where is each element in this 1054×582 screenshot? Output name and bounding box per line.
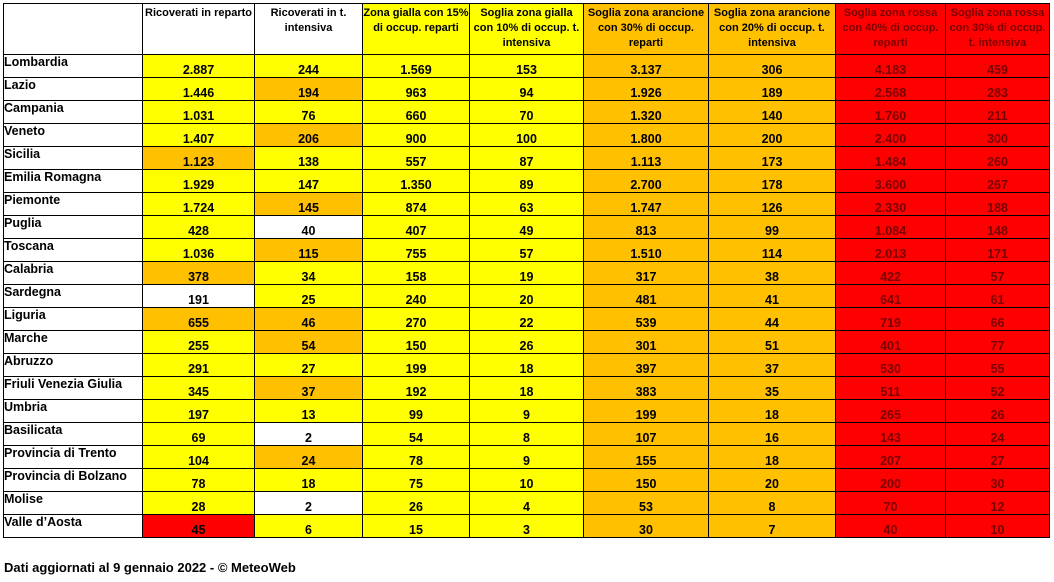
value-cell: 199 (363, 354, 470, 377)
value-cell: 40 (255, 216, 363, 239)
value-cell: 78 (143, 469, 255, 492)
value-cell: 641 (836, 285, 946, 308)
value-cell: 1.926 (584, 78, 709, 101)
value-cell: 76 (255, 101, 363, 124)
value-cell: 3.600 (836, 170, 946, 193)
table-row (4, 170, 1050, 193)
value-cell: 270 (363, 308, 470, 331)
value-cell: 20 (709, 469, 836, 492)
value-cell: 539 (584, 308, 709, 331)
value-cell: 87 (470, 147, 584, 170)
value-cell: 1.760 (836, 101, 946, 124)
value-cell: 900 (363, 124, 470, 147)
value-cell: 12 (946, 492, 1050, 515)
value-cell: 25 (255, 285, 363, 308)
value-cell: 511 (836, 377, 946, 400)
value-cell: 3 (470, 515, 584, 538)
value-cell: 19 (470, 262, 584, 285)
value-cell: 6 (255, 515, 363, 538)
value-cell: 27 (255, 354, 363, 377)
value-cell: 291 (143, 354, 255, 377)
value-cell: 37 (709, 354, 836, 377)
region-cell: Piemonte (4, 193, 143, 216)
value-cell: 171 (946, 239, 1050, 262)
value-cell: 140 (709, 101, 836, 124)
value-cell: 265 (836, 400, 946, 423)
value-cell: 378 (143, 262, 255, 285)
value-cell: 317 (584, 262, 709, 285)
covid-thresholds-table (3, 3, 1050, 538)
value-cell: 557 (363, 147, 470, 170)
value-cell: 2.700 (584, 170, 709, 193)
table-row (4, 216, 1050, 239)
value-cell: 2.887 (143, 55, 255, 78)
value-cell: 211 (946, 101, 1050, 124)
value-cell: 13 (255, 400, 363, 423)
value-cell: 4.183 (836, 55, 946, 78)
table-row (4, 400, 1050, 423)
column-header: Soglia zona arancione con 30% di occup. reparti (584, 4, 709, 55)
value-cell: 1.446 (143, 78, 255, 101)
table-row (4, 331, 1050, 354)
region-cell: Emilia Romagna (4, 170, 143, 193)
region-cell: Liguria (4, 308, 143, 331)
value-cell: 37 (255, 377, 363, 400)
value-cell: 155 (584, 446, 709, 469)
value-cell: 191 (143, 285, 255, 308)
column-header: Zona gialla con 15% di occup. reparti (363, 4, 470, 55)
value-cell: 422 (836, 262, 946, 285)
region-cell: Valle d’Aosta (4, 515, 143, 538)
value-cell: 153 (470, 55, 584, 78)
table-row (4, 446, 1050, 469)
value-cell: 49 (470, 216, 584, 239)
value-cell: 660 (363, 101, 470, 124)
value-cell: 70 (836, 492, 946, 515)
value-cell: 57 (470, 239, 584, 262)
value-cell: 145 (255, 193, 363, 216)
value-cell: 10 (946, 515, 1050, 538)
value-cell: 260 (946, 147, 1050, 170)
column-header: Ricoverati in t. intensiva (255, 4, 363, 55)
table-row (4, 239, 1050, 262)
value-cell: 300 (946, 124, 1050, 147)
value-cell: 26 (946, 400, 1050, 423)
value-cell: 199 (584, 400, 709, 423)
value-cell: 126 (709, 193, 836, 216)
value-cell: 481 (584, 285, 709, 308)
region-cell: Friuli Venezia Giulia (4, 377, 143, 400)
value-cell: 7 (709, 515, 836, 538)
value-cell: 53 (584, 492, 709, 515)
value-cell: 24 (255, 446, 363, 469)
table-row (4, 515, 1050, 538)
value-cell: 9 (470, 446, 584, 469)
value-cell: 8 (470, 423, 584, 446)
value-cell: 35 (709, 377, 836, 400)
value-cell: 3.137 (584, 55, 709, 78)
value-cell: 52 (946, 377, 1050, 400)
value-cell: 55 (946, 354, 1050, 377)
value-cell: 16 (709, 423, 836, 446)
value-cell: 69 (143, 423, 255, 446)
value-cell: 1.320 (584, 101, 709, 124)
column-header: Soglia zona rossa con 30% di occup. t. intensiva (946, 4, 1050, 55)
value-cell: 26 (470, 331, 584, 354)
value-cell: 26 (363, 492, 470, 515)
table-row (4, 285, 1050, 308)
value-cell: 1.407 (143, 124, 255, 147)
column-header: Ricoverati in reparto (143, 4, 255, 55)
value-cell: 18 (709, 446, 836, 469)
value-cell: 138 (255, 147, 363, 170)
value-cell: 197 (143, 400, 255, 423)
table-row (4, 193, 1050, 216)
value-cell: 61 (946, 285, 1050, 308)
value-cell: 1.350 (363, 170, 470, 193)
table-row (4, 308, 1050, 331)
value-cell: 24 (946, 423, 1050, 446)
value-cell: 45 (143, 515, 255, 538)
table-row (4, 124, 1050, 147)
value-cell: 813 (584, 216, 709, 239)
table-row (4, 55, 1050, 78)
value-cell: 189 (709, 78, 836, 101)
value-cell: 54 (255, 331, 363, 354)
value-cell: 77 (946, 331, 1050, 354)
value-cell: 1.484 (836, 147, 946, 170)
region-cell: Campania (4, 101, 143, 124)
value-cell: 28 (143, 492, 255, 515)
value-cell: 1.031 (143, 101, 255, 124)
value-cell: 283 (946, 78, 1050, 101)
value-cell: 8 (709, 492, 836, 515)
value-cell: 147 (255, 170, 363, 193)
region-cell: Umbria (4, 400, 143, 423)
value-cell: 530 (836, 354, 946, 377)
value-cell: 20 (470, 285, 584, 308)
value-cell: 401 (836, 331, 946, 354)
value-cell: 41 (709, 285, 836, 308)
value-cell: 57 (946, 262, 1050, 285)
value-cell: 200 (709, 124, 836, 147)
value-cell: 63 (470, 193, 584, 216)
region-cell: Toscana (4, 239, 143, 262)
table-row (4, 78, 1050, 101)
header-corner (4, 4, 143, 55)
value-cell: 9 (470, 400, 584, 423)
table-row (4, 262, 1050, 285)
value-cell: 240 (363, 285, 470, 308)
region-cell: Marche (4, 331, 143, 354)
value-cell: 1.510 (584, 239, 709, 262)
value-cell: 30 (584, 515, 709, 538)
value-cell: 428 (143, 216, 255, 239)
value-cell: 188 (946, 193, 1050, 216)
value-cell: 301 (584, 331, 709, 354)
value-cell: 107 (584, 423, 709, 446)
value-cell: 114 (709, 239, 836, 262)
value-cell: 99 (709, 216, 836, 239)
value-cell: 1.747 (584, 193, 709, 216)
value-cell: 40 (836, 515, 946, 538)
value-cell: 89 (470, 170, 584, 193)
value-cell: 207 (836, 446, 946, 469)
value-cell: 178 (709, 170, 836, 193)
value-cell: 150 (584, 469, 709, 492)
value-cell: 2.013 (836, 239, 946, 262)
value-cell: 2.330 (836, 193, 946, 216)
value-cell: 34 (255, 262, 363, 285)
value-cell: 27 (946, 446, 1050, 469)
value-cell: 18 (255, 469, 363, 492)
value-cell: 1.800 (584, 124, 709, 147)
value-cell: 459 (946, 55, 1050, 78)
column-header: Soglia zona arancione con 20% di occup. t. intensiva (709, 4, 836, 55)
value-cell: 267 (946, 170, 1050, 193)
value-cell: 78 (363, 446, 470, 469)
value-cell: 206 (255, 124, 363, 147)
table-row (4, 423, 1050, 446)
value-cell: 115 (255, 239, 363, 262)
value-cell: 963 (363, 78, 470, 101)
value-cell: 1.113 (584, 147, 709, 170)
value-cell: 100 (470, 124, 584, 147)
value-cell: 148 (946, 216, 1050, 239)
value-cell: 18 (470, 354, 584, 377)
table-row (4, 354, 1050, 377)
value-cell: 10 (470, 469, 584, 492)
region-cell: Calabria (4, 262, 143, 285)
value-cell: 2.568 (836, 78, 946, 101)
value-cell: 306 (709, 55, 836, 78)
region-cell: Basilicata (4, 423, 143, 446)
value-cell: 1.569 (363, 55, 470, 78)
table-row (4, 492, 1050, 515)
value-cell: 18 (709, 400, 836, 423)
value-cell: 255 (143, 331, 255, 354)
value-cell: 345 (143, 377, 255, 400)
value-cell: 22 (470, 308, 584, 331)
value-cell: 94 (470, 78, 584, 101)
value-cell: 15 (363, 515, 470, 538)
region-cell: Provincia di Bolzano (4, 469, 143, 492)
region-cell: Sicilia (4, 147, 143, 170)
value-cell: 2 (255, 423, 363, 446)
value-cell: 755 (363, 239, 470, 262)
header-row (4, 4, 1050, 55)
value-cell: 44 (709, 308, 836, 331)
value-cell: 46 (255, 308, 363, 331)
value-cell: 2 (255, 492, 363, 515)
value-cell: 1.724 (143, 193, 255, 216)
value-cell: 104 (143, 446, 255, 469)
value-cell: 143 (836, 423, 946, 446)
region-cell: Abruzzo (4, 354, 143, 377)
value-cell: 51 (709, 331, 836, 354)
region-cell: Lombardia (4, 55, 143, 78)
value-cell: 70 (470, 101, 584, 124)
table-row (4, 469, 1050, 492)
region-cell: Veneto (4, 124, 143, 147)
value-cell: 99 (363, 400, 470, 423)
value-cell: 1.084 (836, 216, 946, 239)
table-row (4, 147, 1050, 170)
value-cell: 874 (363, 193, 470, 216)
value-cell: 54 (363, 423, 470, 446)
column-header: Soglia zona rossa con 40% di occup. reparti (836, 4, 946, 55)
value-cell: 200 (836, 469, 946, 492)
column-header: Soglia zona gialla con 10% di occup. t. intensiva (470, 4, 584, 55)
value-cell: 244 (255, 55, 363, 78)
table-row (4, 377, 1050, 400)
value-cell: 383 (584, 377, 709, 400)
value-cell: 150 (363, 331, 470, 354)
value-cell: 192 (363, 377, 470, 400)
value-cell: 397 (584, 354, 709, 377)
value-cell: 1.036 (143, 239, 255, 262)
value-cell: 173 (709, 147, 836, 170)
value-cell: 75 (363, 469, 470, 492)
table-row (4, 101, 1050, 124)
value-cell: 66 (946, 308, 1050, 331)
region-cell: Lazio (4, 78, 143, 101)
value-cell: 194 (255, 78, 363, 101)
value-cell: 1.123 (143, 147, 255, 170)
value-cell: 4 (470, 492, 584, 515)
region-cell: Provincia di Trento (4, 446, 143, 469)
value-cell: 655 (143, 308, 255, 331)
value-cell: 158 (363, 262, 470, 285)
value-cell: 407 (363, 216, 470, 239)
footer-note: Dati aggiornati al 9 gennaio 2022 - © MeteoWeb (4, 560, 296, 575)
region-cell: Molise (4, 492, 143, 515)
value-cell: 30 (946, 469, 1050, 492)
value-cell: 38 (709, 262, 836, 285)
value-cell: 2.400 (836, 124, 946, 147)
value-cell: 719 (836, 308, 946, 331)
region-cell: Puglia (4, 216, 143, 239)
region-cell: Sardegna (4, 285, 143, 308)
value-cell: 1.929 (143, 170, 255, 193)
value-cell: 18 (470, 377, 584, 400)
